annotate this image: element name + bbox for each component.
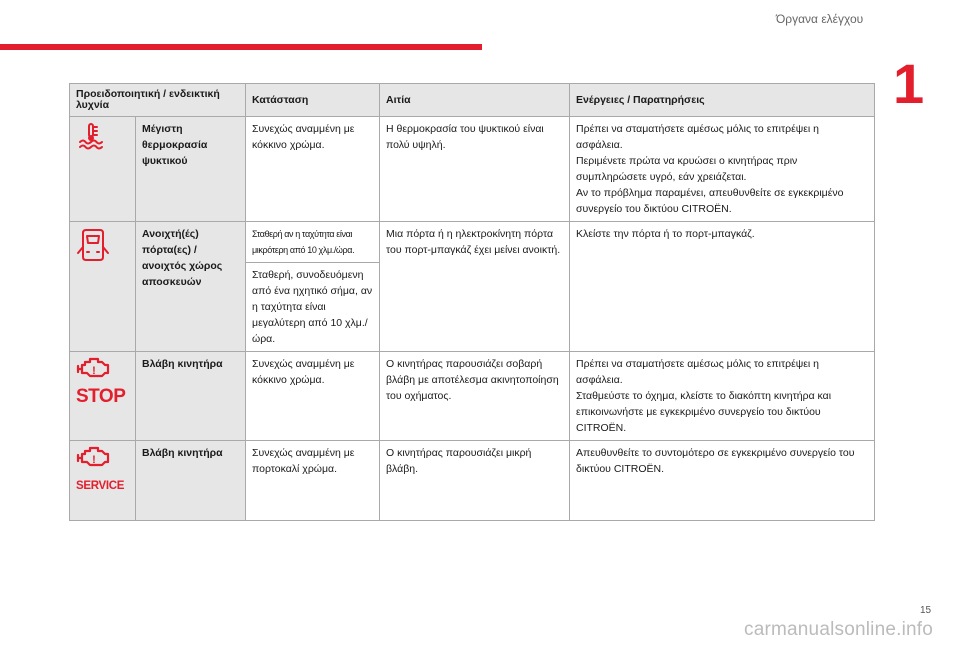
light-name: Βλάβη κινητήρα (136, 441, 246, 521)
cause-text: Η θερμοκρασία του ψυκτικού είναι πολύ υψηλή. (380, 117, 570, 222)
state-text: Σταθερή, συνοδευόμενη από ένα ηχητικό σήμα, αν η ταχύτητα είναι μεγαλύτερη από 10 χλμ./ώρα. (246, 263, 380, 352)
action-text: Πρέπει να σταματήσετε αμέσως μόλις το επιτρέψει η ασφάλεια. (576, 123, 820, 151)
state-text: Συνεχώς αναμμένη με κόκκινο χρώμα. (246, 352, 380, 441)
light-name: Βλάβη κινητήρα (136, 352, 246, 441)
page-number: 15 (920, 605, 932, 616)
engine-stop-icon (76, 356, 125, 405)
table-row (70, 117, 875, 222)
table-row (70, 222, 875, 263)
cause-text: Ο κινητήρας παρουσιάζει σοβαρή βλάβη με αποτέλεσμα ακινητοποίηση του οχήματος. (380, 352, 570, 441)
actions-cell (570, 117, 875, 222)
icon-cell (70, 222, 136, 352)
cause-text: Μια πόρτα ή η ηλεκτροκίνητη πόρτα του πορτ-μπαγκάζ έχει μείνει ανοικτή. (380, 222, 570, 352)
warning-lights-table (69, 83, 875, 521)
state-text: Συνεχώς αναμμένη με κόκκινο χρώμα. (246, 117, 380, 222)
service-label: SERVICE (76, 480, 125, 492)
svg-text:!: ! (92, 365, 96, 377)
stop-label: STOP (76, 386, 126, 407)
door-open-icon (76, 226, 110, 271)
action-text: Αν το πρόβλημα παραμένει, απευθυνθείτε σε εγκεκριμένο συνεργείο του δικτύου CITROËN. (576, 187, 844, 215)
state-text: Συνεχώς αναμμένη με πορτοκαλί χρώμα. (246, 441, 380, 521)
action-text: Περιμένετε πρώτα να κρυώσει ο κινητήρας πριν συμπληρώσετε υγρό, εάν χρειάζεται. (576, 155, 798, 183)
icon-cell (70, 117, 136, 222)
watermark: carmanualsonline.info (744, 619, 934, 640)
chapter-number: 1 (893, 52, 925, 115)
section-title: Όργανα ελέγχου (776, 12, 864, 26)
light-name: Μέγιστη θερμοκρασία ψυκτικού (136, 117, 246, 222)
column-header-light: Προειδοποιητική / ενδεικτική λυχνία (70, 84, 246, 117)
action-text: Σταθμεύστε το όχημα, κλείστε το διακόπτη κινητήρα και επικοινωνήστε με εγκεκριμένο συνεργείο του δικτύου CITROËN. (576, 390, 832, 434)
column-header-actions: Ενέργειες / Παρατηρήσεις (570, 84, 875, 117)
state-text: Σταθερή αν η ταχύτητα είναι μικρότερη από 10 χλμ./ώρα. (246, 222, 380, 263)
column-header-cause: Αιτία (380, 84, 570, 117)
top-accent-bar (0, 44, 482, 50)
icon-cell (70, 441, 136, 521)
svg-text:!: ! (92, 454, 96, 466)
table-row (70, 352, 875, 441)
table-header-row (70, 84, 875, 117)
icon-cell (70, 352, 136, 441)
table-row (70, 441, 875, 521)
action-text: Κλείστε την πόρτα ή το πορτ-μπαγκάζ. (570, 222, 875, 352)
column-header-state: Κατάσταση (246, 84, 380, 117)
engine-service-icon (76, 445, 124, 494)
coolant-temperature-icon (76, 121, 106, 156)
light-name: Ανοιχτή(ές) πόρτα(ες) / ανοιχτός χώρος αποσκευών (136, 222, 246, 352)
action-text: Πρέπει να σταματήσετε αμέσως μόλις το επιτρέψει η ασφάλεια. (576, 358, 820, 386)
action-text: Απευθυνθείτε το συντομότερο σε εγκεκριμένο συνεργείο του δικτύου CITROËN. (570, 441, 875, 521)
actions-cell (570, 352, 875, 441)
cause-text: Ο κινητήρας παρουσιάζει μικρή βλάβη. (380, 441, 570, 521)
